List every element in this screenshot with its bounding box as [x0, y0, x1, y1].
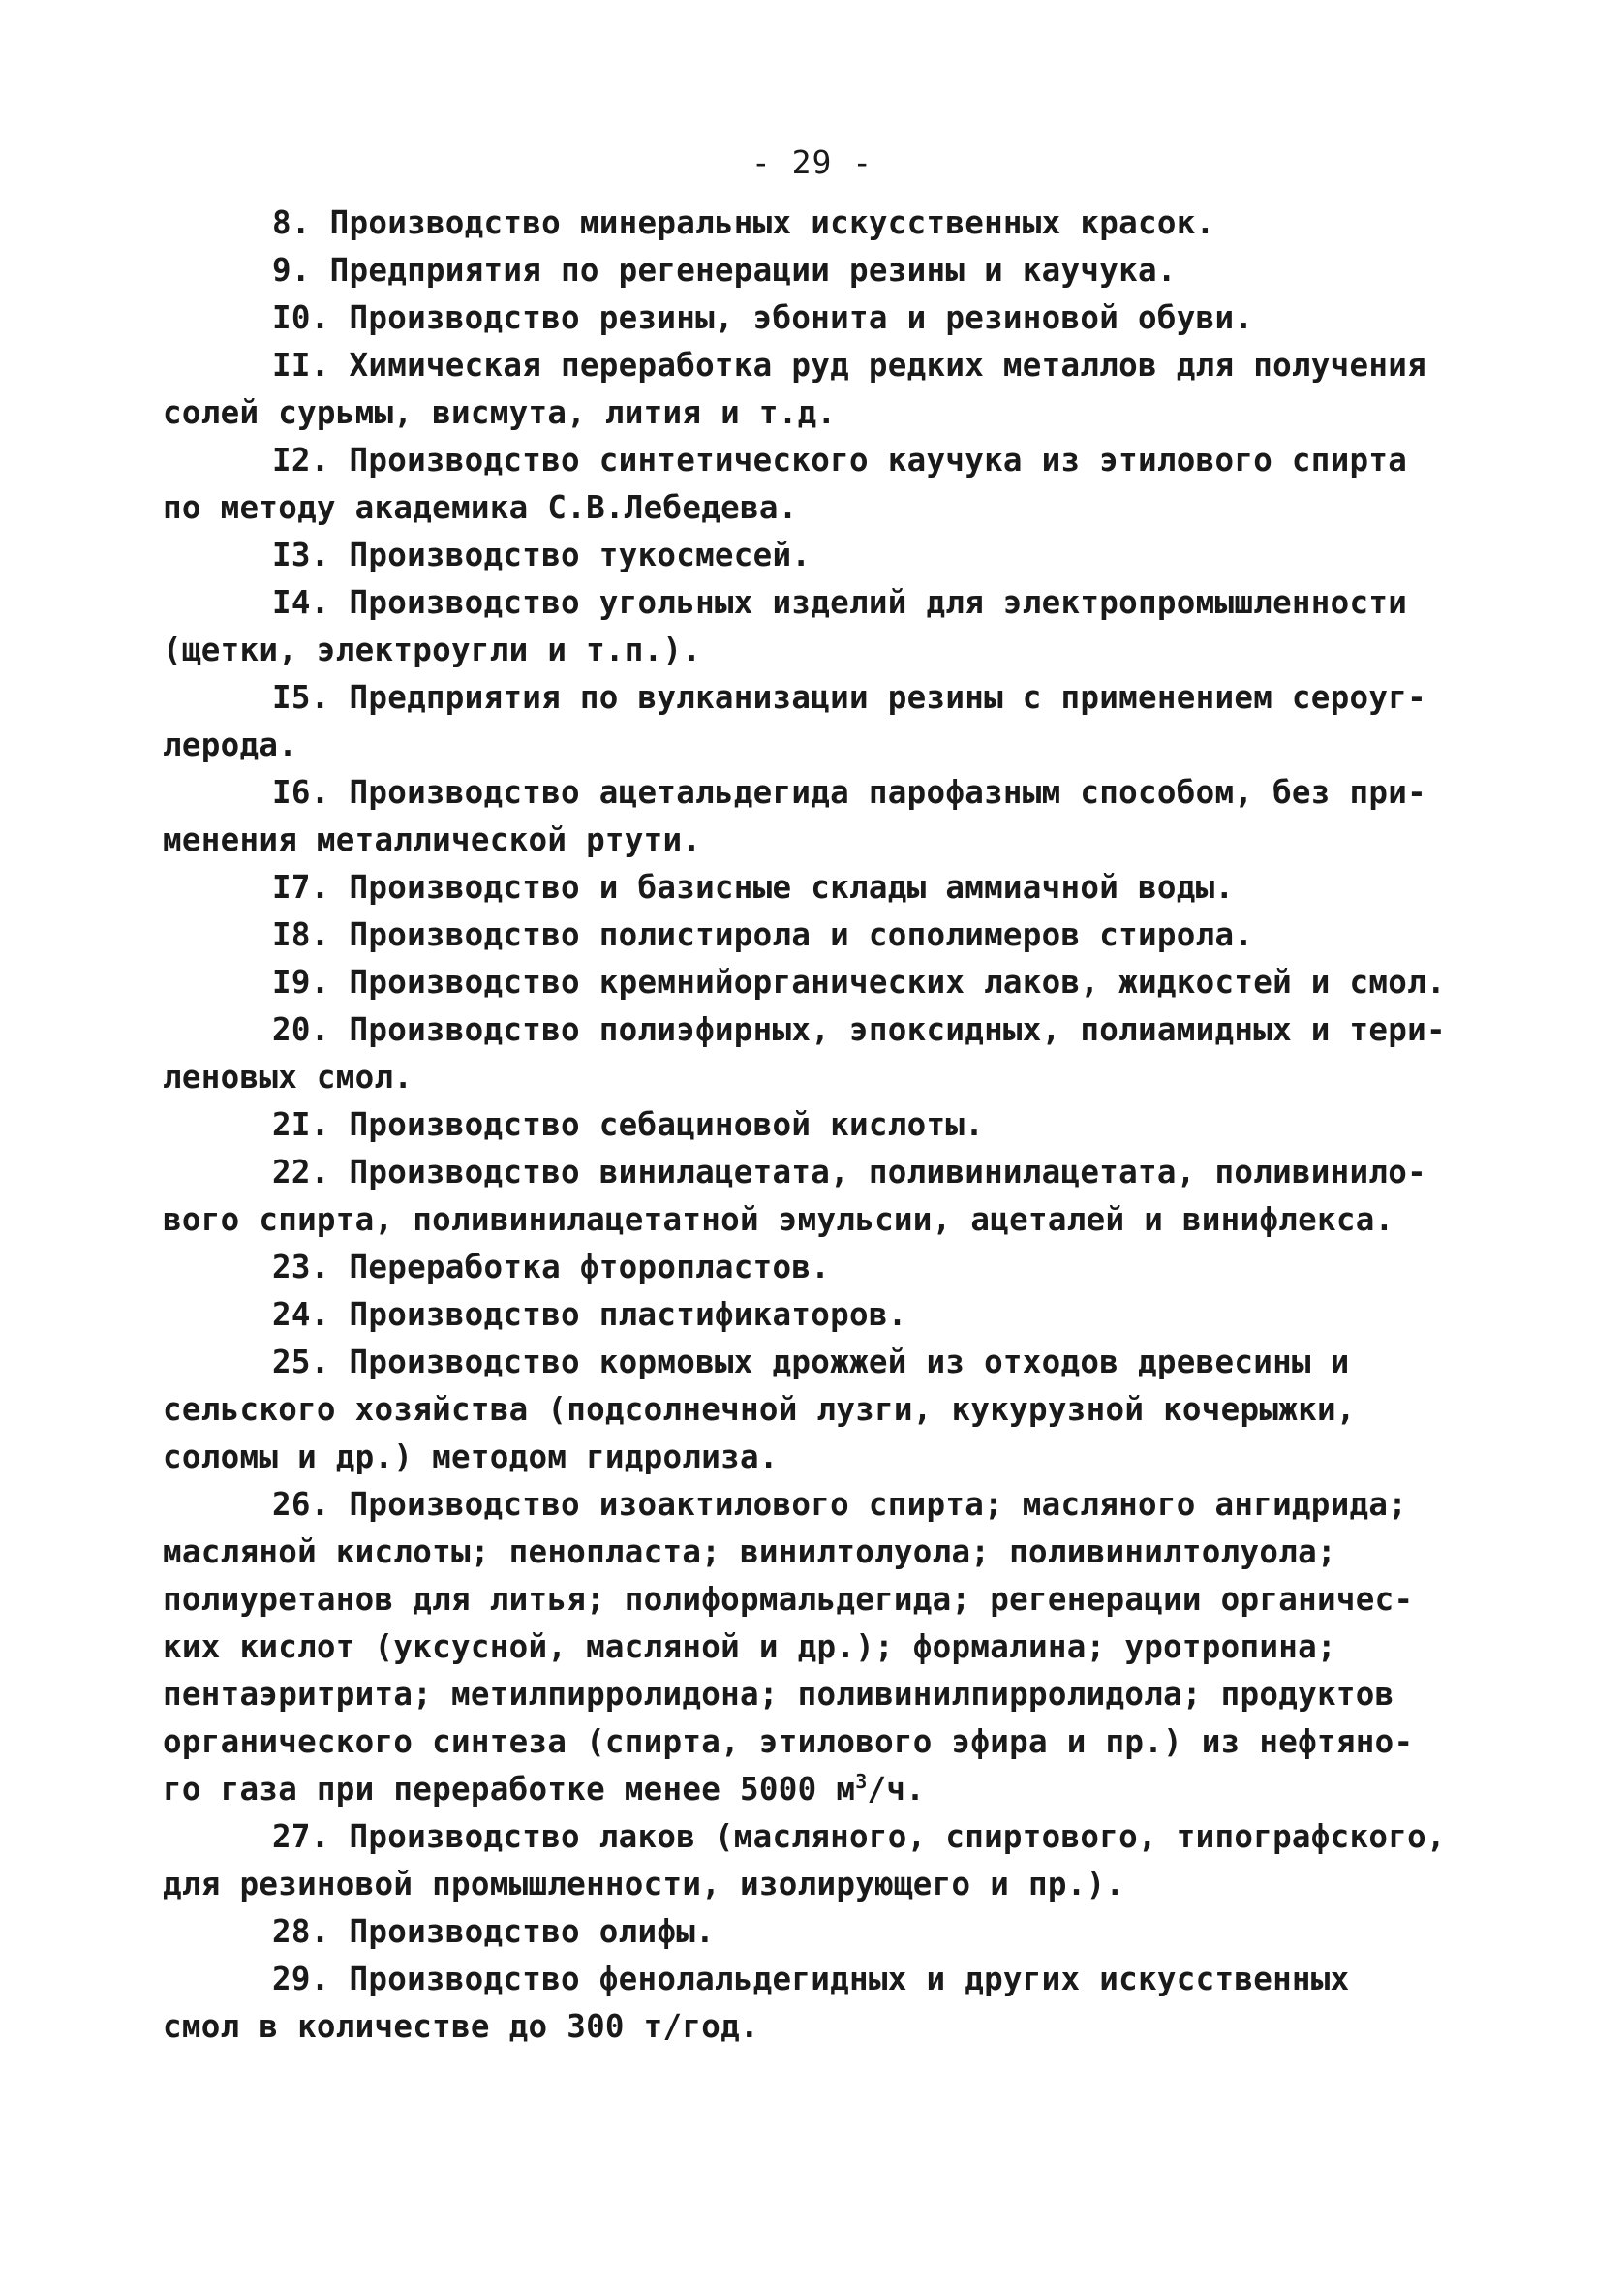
- list-line: 23. Переработка фторопластов.: [272, 1249, 831, 1285]
- list-line: леновых смол.: [163, 1059, 414, 1096]
- list-line: 27. Производство лаков (масляного, спиртового, типографского,: [272, 1818, 1446, 1855]
- list-line: I3. Производство тукосмесей.: [272, 537, 812, 573]
- list-line: ких кислот (уксусной, масляной и др.); формалина; уротропина;: [163, 1628, 1336, 1665]
- list-line: 28. Производство олифы.: [272, 1913, 715, 1950]
- list-line: I7. Производство и базисные склады аммиачной воды.: [272, 869, 1235, 906]
- page-number: - 29 -: [751, 143, 873, 181]
- list-line-with-superscript: [163, 1766, 1489, 1813]
- list-line: лерода.: [163, 727, 298, 763]
- list-line: полиуретанов для литья; полиформальдегида; регенерации органичес-: [163, 1581, 1414, 1618]
- list-line: 2I. Производство себациновой кислоты.: [272, 1106, 985, 1143]
- list-line: I2. Производство синтетического каучука из этилового спирта: [272, 442, 1408, 479]
- superscript: 3: [855, 1770, 868, 1794]
- list-line: смол в количестве до 300 т/год.: [163, 2008, 759, 2045]
- list-line: вого спирта, поливинилацетатной эмульсии, ацеталей и винифлекса.: [163, 1201, 1394, 1238]
- list-line: 29. Производство фенолальдегидных и других искусственных: [272, 1961, 1350, 1997]
- list-line: менения металлической ртути.: [163, 821, 702, 858]
- list-line: I4. Производство угольных изделий для электропромышленности: [272, 584, 1408, 621]
- list-line: 22. Производство винилацетата, поливинилацетата, поливинило-: [272, 1154, 1426, 1191]
- list-line: 20. Производство полиэфирных, эпоксидных, полиамидных и тери-: [272, 1011, 1446, 1048]
- list-line: солей сурьмы, висмута, лития и т.д.: [163, 394, 837, 431]
- line-text: го газа при переработке менее 5000 м: [163, 1771, 856, 1808]
- list-line: пентаэритрита; метилпирролидона; поливинилпирролидола; продуктов: [163, 1676, 1394, 1713]
- list-line: (щетки, электроугли и т.п.).: [163, 632, 702, 668]
- list-line: I0. Производство резины, эбонита и резиновой обуви.: [272, 299, 1254, 336]
- list-line: I8. Производство полистирола и сополимеров стирола.: [272, 916, 1254, 953]
- list-line: 25. Производство кормовых дрожжей из отходов древесины и: [272, 1344, 1350, 1380]
- line-text: /ч.: [867, 1771, 926, 1808]
- list-line: масляной кислоты; пенопласта; винилтолуола; поливинилтолуола;: [163, 1533, 1336, 1570]
- list-line: 9. Предприятия по регенерации резины и каучука.: [272, 252, 1177, 289]
- list-line: для резиновой промышленности, изолирующего и пр.).: [163, 1866, 1125, 1902]
- list-line: I9. Производство кремнийорганических лаков, жидкостей и смол.: [272, 964, 1446, 1001]
- list-body: [163, 200, 1489, 2051]
- list-line: I5. Предприятия по вулканизации резины с применением сероуг-: [272, 679, 1426, 716]
- list-line: органического синтеза (спирта, этилового эфира и пр.) из нефтяно-: [163, 1723, 1414, 1760]
- list-line: 26. Производство изоактилового спирта; масляного ангидрида;: [272, 1486, 1408, 1523]
- list-line: I6. Производство ацетальдегида парофазным способом, без при-: [272, 774, 1426, 811]
- list-line: 24. Производство пластификаторов.: [272, 1296, 907, 1333]
- list-line: соломы и др.) методом гидролиза.: [163, 1438, 779, 1475]
- list-line: сельского хозяйства (подсолнечной лузги, кукурузной кочерыжки,: [163, 1391, 1356, 1428]
- list-line: 8. Производство минеральных искусственных красок.: [272, 204, 1215, 241]
- list-line: II. Химическая переработка руд редких металлов для получения: [272, 347, 1426, 384]
- list-line: по методу академика С.В.Лебедева.: [163, 489, 798, 526]
